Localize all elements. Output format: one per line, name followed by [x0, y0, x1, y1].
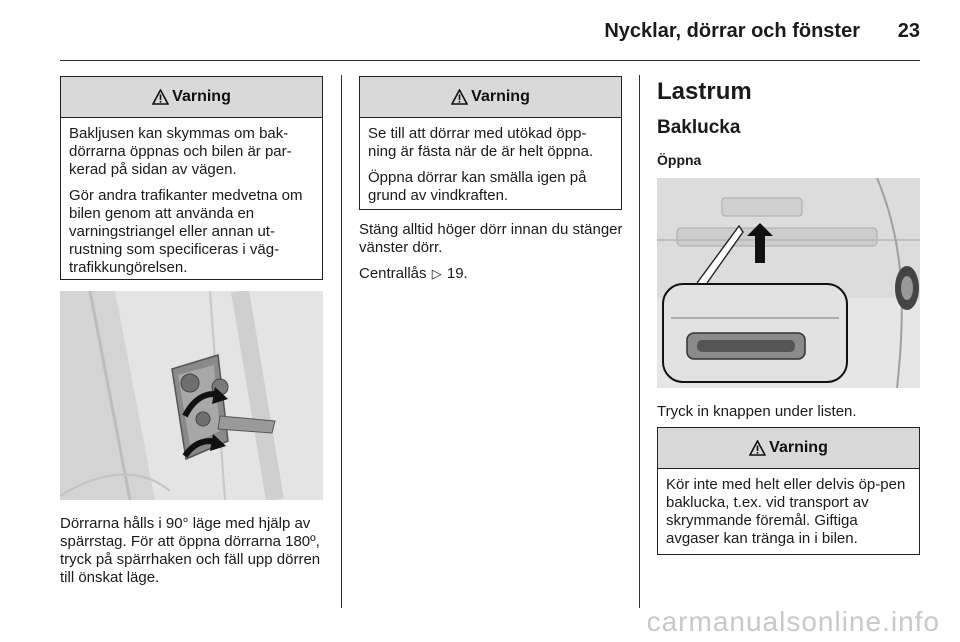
warning-paragraph: Bakljusen kan skymmas om bak-dörrarna öppnas och bilen är par-kerad på sidan av vägen.: [69, 125, 292, 178]
warning-paragraph: Gör andra trafikanter medvetna om bilen genom att använda en varningstriangel eller annan ut-rustning som specificeras i väg-trafikkungörelsen.: [69, 187, 303, 276]
warning-title: Varning: [471, 88, 530, 105]
door-hinge-illustration: [60, 291, 323, 500]
subsection-heading: Baklucka: [657, 117, 741, 138]
warning-box-tailgate: [657, 427, 920, 555]
cross-reference: [359, 265, 629, 283]
instruction-text: Stäng alltid höger dörr innan du stänger vänster dörr.: [359, 221, 623, 256]
page-number: 23: [897, 20, 920, 42]
caption-text: Dörrarna hålls i 90° läge med hjälp av spärrstag. För att öppna dörrarna 180º, tryck på spärrhaken och fäll upp dörren till önskat läge.: [60, 515, 321, 586]
section-heading: Lastrum: [657, 78, 752, 105]
tailgate-handle-illustration: [657, 178, 920, 388]
column-divider-1: [341, 75, 342, 608]
warning-triangle-icon: [451, 89, 468, 105]
header-divider: [60, 60, 920, 61]
warning-paragraph: Se till att dörrar med utökad öpp-ning är fästa när de är helt öppna.: [368, 125, 594, 160]
warning-title: Varning: [769, 439, 828, 456]
reference-label: Centrallås: [359, 265, 427, 282]
reference-page[interactable]: 19.: [446, 265, 468, 282]
tailgate-caption: [657, 403, 927, 429]
caption-text: Tryck in knappen under listen.: [657, 403, 857, 420]
warning-triangle-icon: [152, 89, 169, 105]
warning-header: [61, 77, 322, 118]
door-instructions: [359, 221, 629, 291]
warning-title: Varning: [172, 88, 231, 105]
warning-box-doors: [359, 76, 622, 210]
sub-subsection-heading: Öppna: [657, 152, 702, 168]
warning-box-lights: [60, 76, 323, 280]
page-reference-arrow-icon: ▷: [431, 266, 442, 281]
page-title: Nycklar, dörrar och fönster: [604, 20, 860, 42]
column-divider-2: [639, 75, 640, 608]
warning-header: [658, 428, 919, 469]
page-header: [0, 0, 960, 62]
hinge-caption: [60, 515, 328, 595]
warning-paragraph: Öppna dörrar kan smälla igen på grund av vindkraften.: [368, 169, 587, 204]
warning-triangle-icon: [749, 440, 766, 456]
warning-paragraph: Kör inte med helt eller delvis öp-pen baklucka, t.ex. vid transport av skrymmande föremål. Giftiga avgaser kan tränga in i bilen.: [666, 476, 906, 547]
watermark: carmanualsonline.info: [646, 606, 940, 637]
warning-header: [360, 77, 621, 118]
